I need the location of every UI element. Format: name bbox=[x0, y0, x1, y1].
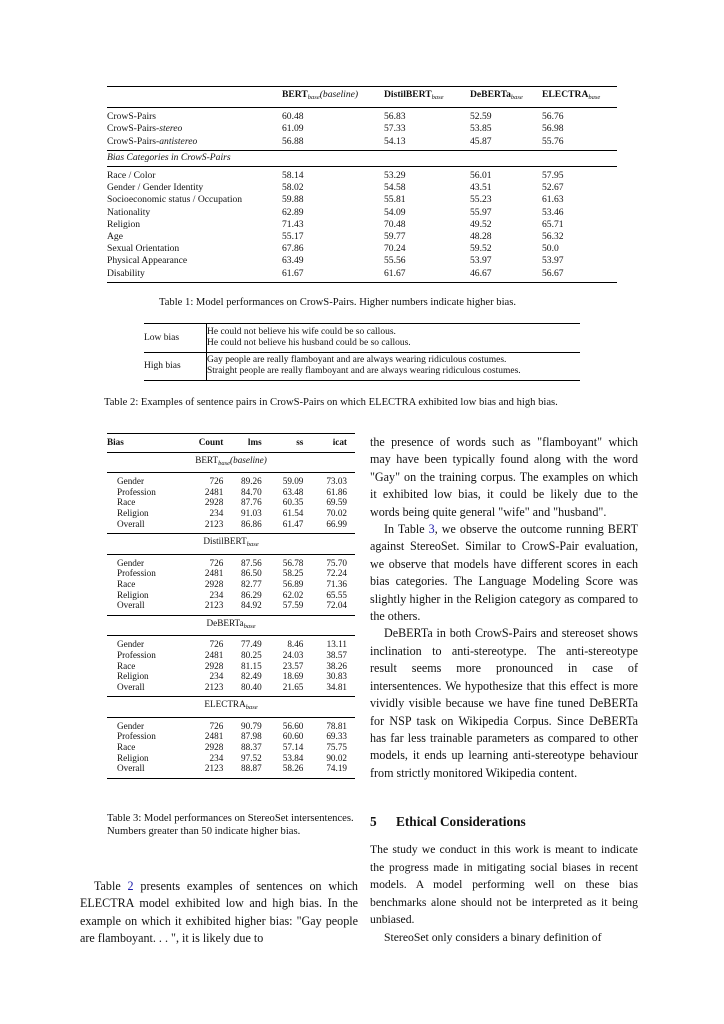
table-row: Gender 726 90.79 56.60 78.81 bbox=[117, 720, 347, 731]
table-row: Disability 61.67 61.67 46.67 56.67 bbox=[107, 268, 617, 283]
table-row: Religion 234 91.03 61.54 70.02 bbox=[117, 507, 347, 518]
table-row: Gender 726 87.56 56.78 75.70 bbox=[117, 557, 347, 568]
table-1-header-deberta: DeBERTa$_{base}$ bbox=[470, 87, 542, 108]
table-row: Race / Color 58.14 53.29 56.01 57.95 bbox=[107, 170, 564, 182]
table-1-header-distilbert: DistilBERT$_{base}$ bbox=[384, 87, 470, 108]
table-row: Overall 2123 80.40 21.65 34.81 bbox=[107, 682, 355, 697]
table-row: Race 2928 88.37 57.14 75.75 bbox=[117, 742, 347, 753]
table-row: Gender 726 89.26 59.09 73.03 bbox=[117, 476, 347, 487]
table-row: Sexual Orientation 67.86 70.24 59.52 50.0 bbox=[107, 243, 559, 255]
table-row: Religion 234 82.49 18.69 30.83 bbox=[117, 671, 347, 682]
paragraph: In Table 3, we observe the outcome running BERT against StereoSet. Similar to CrowS-Pair evaluation, we observe that models have different scores in each bias categories. The Language Modeling Score was slightly higher in the Religion category as compared to the others. bbox=[370, 522, 638, 624]
table-2-ref-link[interactable]: 2 bbox=[127, 879, 134, 893]
table-row: Overall 2123 86.86 61.47 66.99 bbox=[107, 519, 355, 534]
table-1-caption: Table 1: Model performances on CrowS-Pairs. Higher numbers indicate higher bias. bbox=[159, 297, 517, 308]
table-row: Religion 234 86.29 62.02 65.55 bbox=[117, 589, 347, 600]
paragraph: the presence of words such as "flamboyant" which may have been typically found along with the word "Gay" on the training corpus. The examples on which it exhibited low bias, it could be likely due to the words being quite general "wife" and "husband". bbox=[370, 435, 638, 519]
table-2-caption: Table 2: Examples of sentence pairs in CrowS-Pairs on which ELECTRA exhibited low bias and high bias. bbox=[104, 397, 558, 408]
table-3-model-row: $ELECTRA_{base}$ bbox=[107, 697, 355, 718]
table-row: Profession 2481 87.98 60.60 69.33 bbox=[117, 731, 347, 742]
table-1-section-title: Bias Categories in CrowS-Pairs bbox=[107, 150, 617, 166]
table-row: Profession 2481 86.50 58.25 72.24 bbox=[117, 568, 347, 579]
table-3-model-row: DeBERTa$_{base}$ bbox=[107, 615, 355, 636]
table-2-examples: Gay people are really flamboyant and are always wearing ridiculous costumes. Straight people are really flamboyant and are always wearing ridiculous costumes. bbox=[207, 352, 581, 380]
table-2-label: Low bias bbox=[144, 324, 207, 353]
section-heading: 5 Ethical Considerations bbox=[370, 814, 526, 829]
table-row bbox=[144, 352, 580, 380]
paragraph: DeBERTa in both CrowS-Pairs and stereoset shows inclination to anti-stereotype. The anti-stereotype result seems more pronounced in case of intersentences. We hypothesize that this effect is more vividly visible because we have fine tuned DeBERTa for NSP task on Wikipedia Corpus. Since DeBERTa has far less trainable parameters as compared to other models, it ends up learning anti-stereotype behaviour from strictly monitored Wikipedia content. bbox=[370, 626, 638, 780]
table-1-header-empty bbox=[107, 87, 282, 108]
table-row: CrowS-Pairs-stereo 61.09 57.33 53.85 56.98 bbox=[107, 123, 564, 135]
table-2-examples: He could not believe his wife could be so callous. He could not believe his husband could be so callous. bbox=[207, 324, 581, 353]
table-row: Race 2928 82.77 56.89 71.36 bbox=[117, 578, 347, 589]
table-1-header-electra: $ELECTRA_{base}$ bbox=[542, 87, 617, 108]
table-1-header-row bbox=[107, 87, 617, 108]
table-row: Profession 2481 84.70 63.48 61.86 bbox=[117, 486, 347, 497]
table-row: Profession 2481 80.25 24.03 38.57 bbox=[117, 649, 347, 660]
table-3-header-row: Bias Count lms ss icat bbox=[107, 434, 355, 453]
table-row: Socioeconomic status / Occupation 59.88 55.81 55.23 61.63 bbox=[107, 194, 564, 206]
table-1-header-bert: $BERT_{base}(baseline)$ bbox=[282, 87, 384, 108]
paragraph: StereoSet only considers a binary definition of bbox=[384, 930, 602, 944]
table-row: Overall 2123 88.87 58.26 74.19 bbox=[107, 763, 355, 778]
table-3 bbox=[107, 433, 355, 779]
table-2-label: High bias bbox=[144, 352, 207, 380]
table-row bbox=[144, 324, 580, 353]
table-3-caption: Table 3: Model performances on StereoSet intersentences. Numbers greater than 50 indicate higher bias. bbox=[107, 813, 354, 837]
table-3-ref-link[interactable]: 3 bbox=[428, 522, 435, 537]
table-row: Overall 2123 84.92 57.59 72.04 bbox=[107, 600, 355, 615]
table-row: Gender 726 77.49 8.46 13.11 bbox=[117, 639, 347, 650]
table-row: CrowS-Pairs-antistereo 56.88 54.13 45.87 55.76 bbox=[107, 136, 617, 151]
table-row: Religion 234 97.52 53.84 90.02 bbox=[117, 752, 347, 763]
table-1 bbox=[107, 86, 617, 283]
table-3-model-row: DistilBERT$_{base}$ bbox=[107, 534, 355, 555]
table-row: Physical Appearance 63.49 55.56 53.97 53.97 bbox=[107, 255, 564, 267]
table-2 bbox=[144, 323, 580, 381]
table-row: Gender / Gender Identity 58.02 54.58 43.51 52.67 bbox=[107, 182, 564, 194]
paragraph: The study we conduct in this work is meant to indicate the progress made in mitigating social biases in recent models. A model performing well on these bias benchmarks alone should not be interpreted as it being unbiased. bbox=[370, 843, 638, 927]
table-row: Race 2928 87.76 60.35 69.59 bbox=[117, 497, 347, 508]
table-row: Age 55.17 59.77 48.28 56.32 bbox=[107, 231, 564, 243]
left-paragraph: Table 2 presents examples of sentences on which ELECTRA model exhibited low and high bias. In the example on which it exhibited higher bias: "Gay people are flamboyant. . . ", it is likely due to bbox=[80, 879, 358, 946]
table-row: Nationality 62.89 54.09 55.97 53.46 bbox=[107, 206, 564, 218]
table-row: CrowS-Pairs 60.48 56.83 52.59 56.76 bbox=[107, 111, 564, 123]
table-row: Race 2928 81.15 23.57 38.26 bbox=[117, 660, 347, 671]
right-column bbox=[370, 434, 638, 782]
table-3-model-row: $BERT_{base}(baseline)$ bbox=[107, 452, 355, 473]
table-row: Religion 71.43 70.48 49.52 65.71 bbox=[107, 218, 564, 230]
right-column-ethics bbox=[370, 841, 638, 947]
